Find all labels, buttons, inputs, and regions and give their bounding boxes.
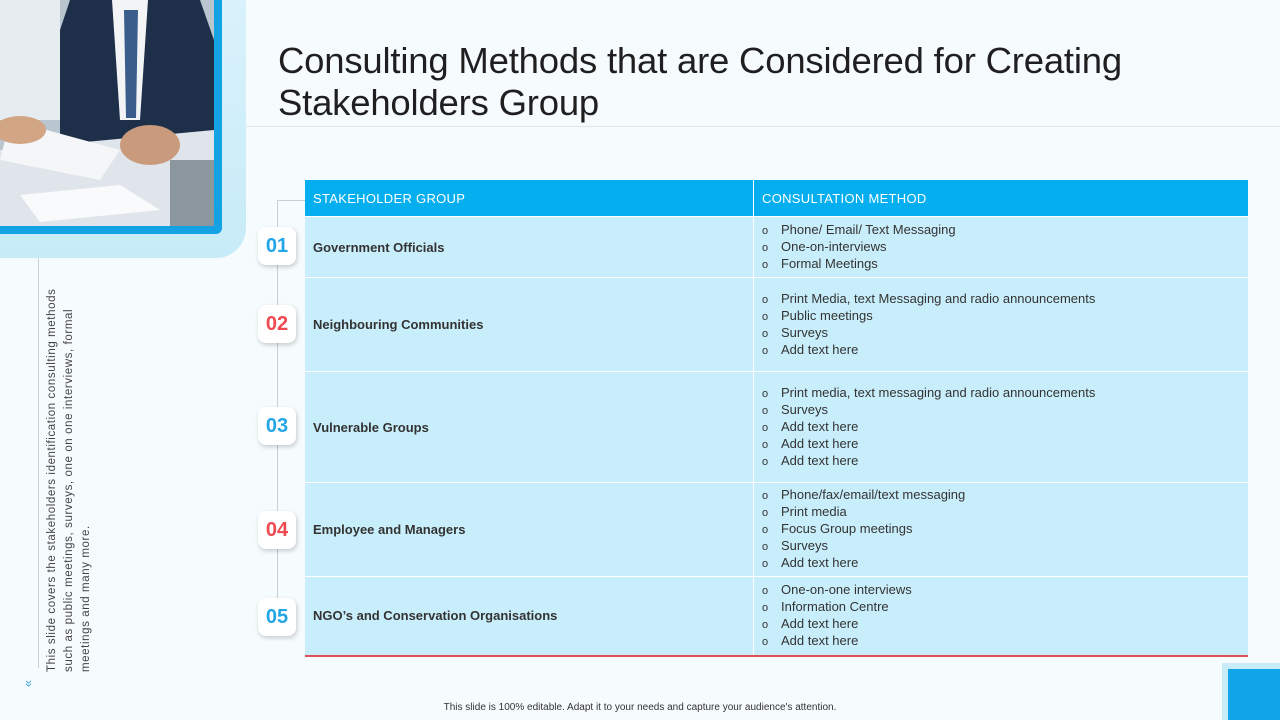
method-item: o One-on-one interviews [762,581,912,597]
corner-accent-inner [1228,669,1280,720]
method-cell [754,278,1249,372]
table-row [305,217,1248,278]
bullet-icon: o [762,490,769,502]
method-item: o Surveys [762,538,828,553]
method-item: o Phone/ Email/ Text Messaging [762,221,956,237]
bullet-icon: o [762,310,769,323]
bullet-icon: o [762,258,769,271]
step-badge-03: 03 [258,407,296,445]
bullet-icon: o [762,387,769,400]
method-list [762,222,1248,273]
step-badge-04: 04 [258,511,296,549]
method-item: o Public meetings [762,307,873,323]
method-cell [754,483,1249,577]
method-item: o Print Media, text Messaging and radio announcements [762,290,1096,306]
method-item: o Formal Meetings [762,255,878,271]
side-divider [38,258,39,668]
bullet-icon: o [762,404,769,417]
group-cell: Government Officials [305,217,754,278]
bullet-icon: o [762,584,769,597]
method-item: o Add text here [762,341,859,357]
method-item: o Add text here [762,555,859,570]
side-description: This slide covers the stakeholders identification consulting methods such as public meetings, surveys, one on one interviews, formal meetings and many more. [46,288,92,672]
bullet-icon: o [762,635,769,648]
bullet-icon: o [762,618,769,631]
bullet-icon: o [762,421,769,434]
group-cell: Neighbouring Communities [305,278,754,372]
bullet-icon: o [762,601,769,614]
method-item: o Add text here [762,435,859,451]
method-item: o Add text here [762,632,859,648]
group-cell: Employee and Managers [305,483,754,577]
timeline-connector [277,200,305,201]
header-stakeholder-group: STAKEHOLDER GROUP [305,180,754,217]
bullet-icon: o [762,507,769,519]
method-item: o Add text here [762,615,859,631]
bullet-icon: o [762,558,769,570]
title-divider [246,126,1280,127]
table-row [305,372,1248,483]
footer-note: This slide is 100% editable. Adapt it to your needs and capture your audience's attention. [443,702,837,713]
page-title: Consulting Methods that are Considered for Creating Stakeholders Group [278,40,1122,124]
bullet-icon: o [762,224,769,237]
method-cell [754,217,1249,278]
method-cell [754,372,1249,483]
table-row [305,483,1248,577]
table-header-row [305,180,1248,217]
method-item: o Surveys [762,324,828,340]
chevron-left-icon[interactable]: « [20,679,36,688]
bullet-icon: o [762,344,769,357]
step-badge-05: 05 [258,598,296,636]
method-list [762,582,1248,650]
step-badge-01: 01 [258,227,296,265]
stakeholder-table [305,180,1248,657]
bullet-icon: o [762,438,769,451]
method-item: o Print media, text messaging and radio announcements [762,384,1096,400]
method-item: o One-on-interviews [762,238,887,254]
method-item: o Information Centre [762,598,889,614]
method-cell [754,577,1249,656]
group-cell: Vulnerable Groups [305,372,754,483]
method-item: o Print media [762,504,847,519]
method-list [762,291,1248,359]
method-list [762,487,1248,572]
bullet-icon: o [762,455,769,468]
table-row [305,577,1248,656]
header-consultation-method: CONSULTATION METHOD [754,180,1249,217]
method-item: o Surveys [762,401,828,417]
bullet-icon: o [762,524,769,536]
method-item: o Add text here [762,452,859,468]
method-item: o Focus Group meetings [762,521,913,536]
bullet-icon: o [762,241,769,254]
business-meeting-photo [0,0,214,226]
bullet-icon: o [762,327,769,340]
bullet-icon: o [762,293,769,306]
method-item: o Add text here [762,418,859,434]
method-list [762,385,1248,470]
group-cell: NGO’s and Conservation Organisations [305,577,754,656]
bullet-icon: o [762,541,769,553]
table-row [305,278,1248,372]
method-item: o Phone/fax/email/text messaging [762,487,966,502]
step-badge-02: 02 [258,305,296,343]
